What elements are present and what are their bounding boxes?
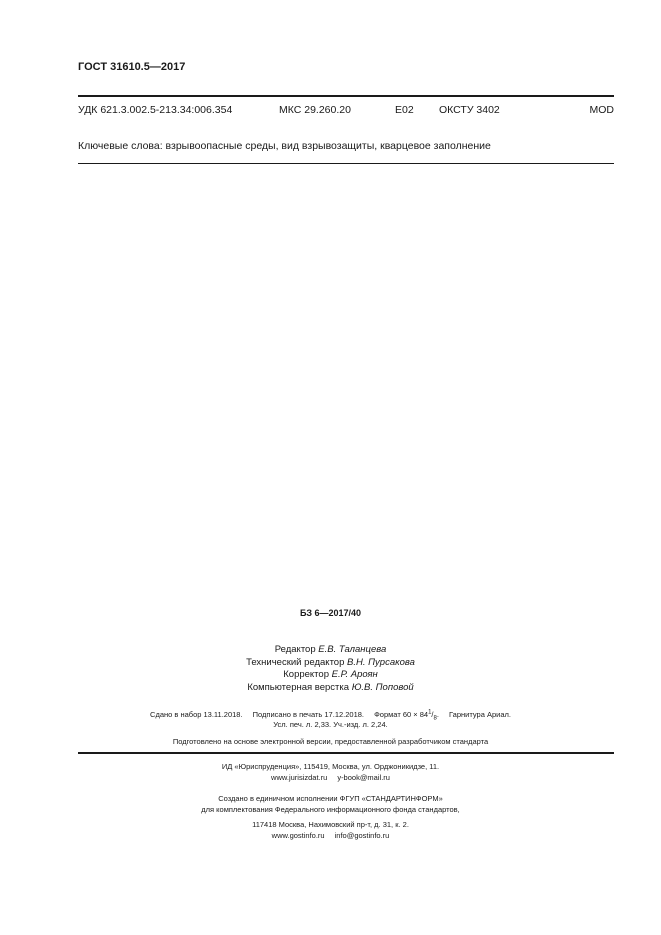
submitted-date: Сдано в набор 13.11.2018.	[150, 709, 243, 719]
tech-editor-name: В.Н. Пурсакова	[347, 656, 415, 668]
mks-code: МКС 29.260.20	[279, 104, 351, 116]
prepared-note: Подготовлено на основе электронной версии, предоставленной разработчиком стандарта	[172, 737, 489, 746]
corrector-name: Е.Р. Ароян	[331, 669, 378, 680]
created-address: 117418 Москва, Нахимовский пр-т, д. 31, к. 2.	[252, 820, 409, 829]
font-info: Гарнитура Ариал.	[449, 709, 511, 719]
top-divider	[78, 95, 614, 97]
created-contacts	[0, 831, 661, 840]
publisher-email-link[interactable]: y-book@mail.ru	[337, 773, 390, 782]
corrector-line	[0, 669, 661, 682]
layout-label: Компьютерная верстка	[247, 681, 350, 693]
editor-line	[0, 644, 661, 657]
print-sheets: Усл. печ. л. 2,33.	[273, 720, 332, 729]
e02-code: Е02	[395, 104, 414, 116]
corrector-label: Корректор	[283, 669, 329, 680]
credits-block	[0, 644, 661, 694]
bottom-divider	[78, 752, 614, 754]
editor-label: Редактор	[274, 644, 316, 655]
publisher-line: ИД «Юриспруденция», 115419, Москва, ул. Орджоникидзе, 11.	[221, 762, 440, 771]
publication-sheets: Уч.-изд. л. 2,24.	[333, 720, 388, 729]
bz-number: БЗ 6—2017/40	[299, 608, 362, 618]
tech-editor-line	[0, 657, 661, 670]
format-info: Формат $60 \times 84^1/_8$.	[374, 709, 439, 721]
editor-name: Е.В. Таланцева	[318, 644, 387, 655]
publisher-site-link[interactable]: www.jurisizdat.ru	[271, 773, 328, 782]
keywords-divider	[78, 163, 614, 164]
tech-editor-label: Технический редактор	[246, 656, 345, 668]
gostinfo-email-link[interactable]: info@gostinfo.ru	[334, 831, 390, 840]
created-line-1: Создано в единичном исполнении ФГУП «СТАНДАРТИНФОРМ»	[218, 794, 443, 803]
signed-date: Подписано в печать 17.12.2018.	[252, 709, 365, 719]
gostinfo-site-link[interactable]: www.gostinfo.ru	[271, 831, 325, 840]
created-line-2: для комплектования Федерального информационного фонда стандартов,	[201, 805, 460, 814]
print-info-line-2	[0, 720, 661, 729]
udk-code: УДК 621.3.002.5-213.34:006.354	[78, 104, 233, 116]
keywords-line: Ключевые слова: взрывоопасные среды, вид взрывозащиты, кварцевое заполнение	[78, 140, 491, 152]
oksty-code: ОКСТУ 3402	[439, 104, 500, 116]
layout-line	[0, 682, 661, 695]
layout-name: Ю.В. Поповой	[351, 681, 414, 693]
classification-row	[78, 104, 614, 120]
mod-marker: MOD	[589, 104, 614, 116]
publisher-contacts	[0, 773, 661, 782]
document-code: ГОСТ 31610.5—2017	[78, 61, 186, 73]
